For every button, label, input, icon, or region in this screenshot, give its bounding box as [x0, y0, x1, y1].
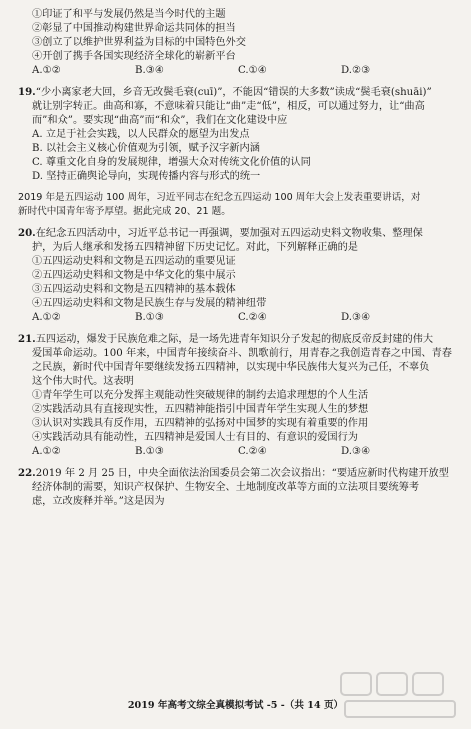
question-19 — [18, 85, 455, 184]
q21-item-2: ②实践活动具有直接现实性，五四精神能指引中国青年学生实现人生的梦想 — [32, 404, 369, 415]
q21-item-3: ③认识对实践具有反作用，五四精神的弘扬对中国梦的实现有着重要的作用 — [32, 418, 369, 429]
q21-stem-line-2: 爱国革命运动。100 年来，中国青年接续奋斗、凯歌前行，用青春之我创造青春之中国、青春 — [32, 348, 452, 359]
material-block — [18, 191, 455, 219]
q20-stem-line-1: 20.在纪念五四活动中，习近平总书记一再强调，要加强对五四运动史料文物收集、整理保 — [18, 227, 423, 239]
q18-option-d: D.②③ — [341, 65, 371, 76]
q22-stem-line-2: 经济体制的需要，知识产权保护、生物安全、土地制度改革等方面的立法项目要统筹考 — [32, 482, 420, 493]
material-line-1: 2019 年是五四运动 100 周年，习近平同志在纪念五四运动 100 周年大会上发表重要讲话，对 — [18, 192, 421, 203]
q21-stem-line-1: 21.五四运动，爆发于民族危难之际，是一场先进青年知识分子发起的彻底反帝反封建的伟大 — [18, 333, 434, 345]
q21-number: 21. — [18, 333, 36, 345]
q21-stem-line-3: 之民族，新时代中国青年要继续发扬五四精神，以实现中华民族伟大复兴为己任，不辜负 — [32, 362, 430, 373]
q18-item-2: ②彰显了中国推动构建世界命运共同体的担当 — [32, 23, 236, 34]
q18-options — [18, 64, 455, 78]
q20-option-b: B.①③ — [135, 312, 164, 323]
q20-stem-line-2: 护，为后人继承和发扬五四精神留下历史记忆。对此，下列解释正确的是 — [32, 242, 358, 253]
q18-option-a: A.①② — [32, 65, 61, 76]
q21-option-d: D.③④ — [341, 446, 371, 457]
q22-stem-line-1: 22.2019 年 2 月 25 日，中央全面依法治国委员会第二次会议指出：“要适应新时代构建开放型 — [18, 467, 449, 479]
q20-item-3: ③五四运动史料和文物是五四精神的基本载体 — [32, 284, 236, 295]
q20-option-a: A.①② — [32, 312, 61, 323]
page-footer: 2019 年高考文综全真模拟考试 -5 -（共 14 页） — [127, 700, 344, 711]
q20-item-1: ①五四运动史料和文物是五四运动的重要见证 — [32, 256, 236, 267]
q19-option-b: B. 以社会主义核心价值观为引领，赋予汉字新内涵 — [32, 143, 260, 154]
q20-options — [18, 311, 455, 325]
q21-option-a: A.①② — [32, 446, 61, 457]
q19-option-c: C. 尊重文化自身的发展规律，增强大众对传统文化价值的认同 — [32, 157, 311, 168]
q18-items — [18, 8, 455, 64]
q18-item-1: ①印证了和平与发展仍然是当今时代的主题 — [32, 9, 226, 20]
q21-options — [18, 445, 455, 459]
q20-item-2: ②五四运动史料和文物是中华文化的集中展示 — [32, 270, 236, 281]
q21-option-b: B.①③ — [135, 446, 164, 457]
q19-option-a: A. 立足于社会实践，以人民群众的愿望为出发点 — [32, 129, 250, 140]
q18-item-4: ④开创了携手各国实现经济全球化的崭新平台 — [32, 51, 236, 62]
q21-item-1: ①青年学生可以充分发挥主观能动性突破规律的制约去追求理想的个人生活 — [32, 390, 369, 401]
q21-item-4: ④实践活动具有能动性，五四精神是爱国人士有目的、有意识的爱国行为 — [32, 432, 358, 443]
question-20 — [18, 226, 455, 325]
q20-number: 20. — [18, 227, 36, 239]
q19-stem-line-3: 而”和众”。要实现“曲高”而“和众”，我们在文化建设中应 — [32, 115, 288, 126]
q18-item-3: ③创立了以维护世界利益为目标的中国特色外交 — [32, 37, 246, 48]
q19-number: 19. — [18, 86, 36, 98]
q22-number: 22. — [18, 467, 36, 479]
q19-stem-line-1: 19.“少小离家老大回，乡音无改鬓毛衰(cuī)”，不能因“错误的大多数”读成“鬓毛衰(shuāi)” — [18, 86, 432, 98]
q20-option-c: C.②④ — [238, 312, 267, 323]
question-21 — [18, 332, 455, 459]
q22-stem-line-3: 虑，立改废释并举。”这是因为 — [32, 496, 165, 507]
q18-option-c: C.①④ — [238, 65, 267, 76]
q18-option-b: B.③④ — [135, 65, 164, 76]
q19-stem-line-2: 就让别字转正。曲高和寡，不意味着只能让“曲”走“低”，相反，可以通过努力，让“曲高 — [32, 101, 425, 112]
question-22 — [18, 466, 455, 509]
material-line-2: 新时代中国青年寄予厚望。据此完成 20、21 题。 — [18, 206, 231, 217]
q21-option-c: C.②④ — [238, 446, 267, 457]
q19-option-d: D. 坚持正确舆论导向，实现传播内容与形式的统一 — [32, 171, 261, 182]
q20-item-4: ④五四运动史料和文物是民族生存与发展的精神纽带 — [32, 298, 267, 309]
q20-option-d: D.③④ — [341, 312, 371, 323]
q21-stem-line-4: 这个伟大时代。这表明 — [32, 376, 134, 387]
